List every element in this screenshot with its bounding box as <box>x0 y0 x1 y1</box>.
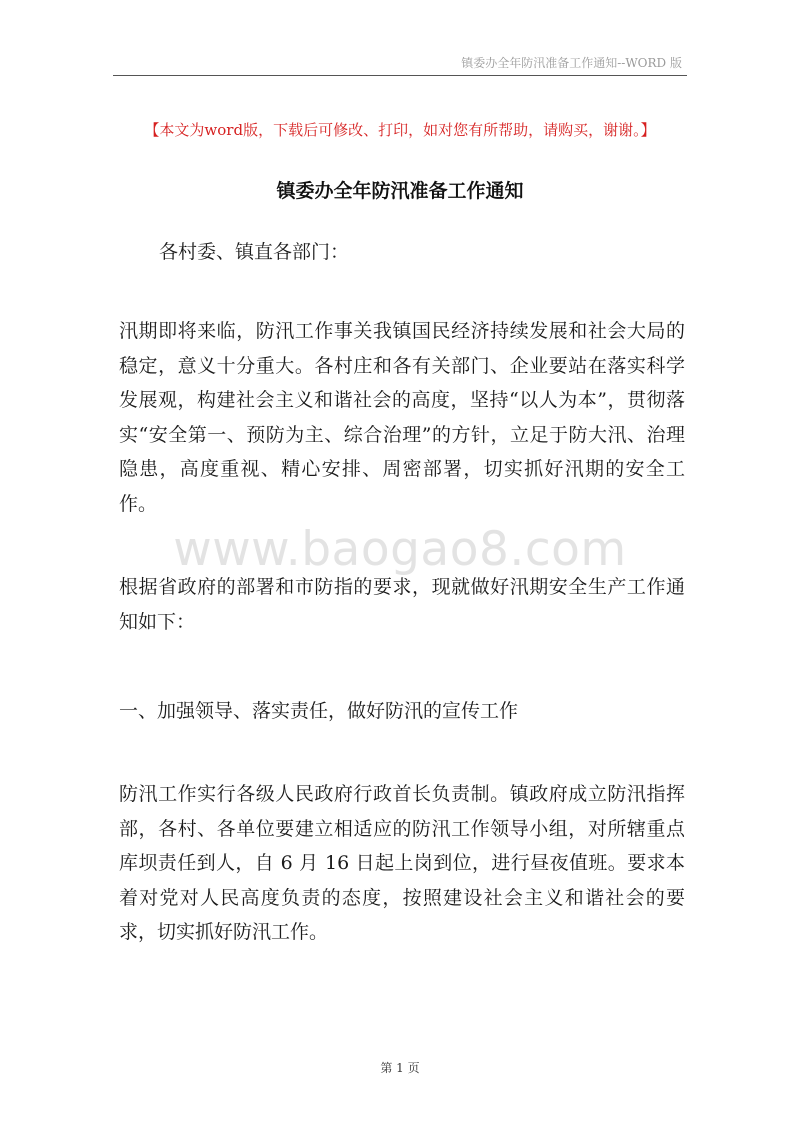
paragraph-intro: 汛期即将来临，防汛工作事关我镇国民经济持续发展和社会大局的稳定，意义十分重大。各村庄和各有关部门、企业要站在落实科学发展观，构建社会主义和谐社会的高度，坚持“以人为本”，贯彻落实“安全第一、预防为主、综合治理”的方针，立足于防大汛、治理隐患，高度重视、精心安排、周密部署，切实抓好汛期的安全工作。 <box>119 320 685 515</box>
paragraph-notice-lead: 根据省政府的部署和市防指的要求，现就做好汛期安全生产工作通知如下： <box>119 576 685 633</box>
running-header: 镇委办全年防汛准备工作通知--WORD 版 <box>461 56 682 70</box>
watermark: www.baogao8.com <box>173 522 627 577</box>
salutation: 各村委、镇直各部门： <box>159 241 350 263</box>
section-heading-1: 一、加强领导、落实责任，做好防汛的宣传工作 <box>119 700 519 722</box>
paragraph-section-1: 防汛工作实行各级人民政府行政首长负责制。镇政府成立防汛指挥部，各村、各单位要建立相适应的防汛工作领导小组，对所辖重点库坝责任到人，自 6 月 16 日起上岗到位，进行昼夜值班。要求本着对党对人民高度负责的态度，按照建设社会主义和谐社会的要求，切实抓好防汛工作。 <box>119 783 685 943</box>
header-rule <box>113 75 687 76</box>
page-number: 第 1 页 <box>380 1061 420 1075</box>
purchase-notice: 【本文为word版，下载后可修改、打印，如对您有所帮助，请购买，谢谢。】 <box>144 121 656 139</box>
document-title: 镇委办全年防汛准备工作通知 <box>276 180 524 202</box>
